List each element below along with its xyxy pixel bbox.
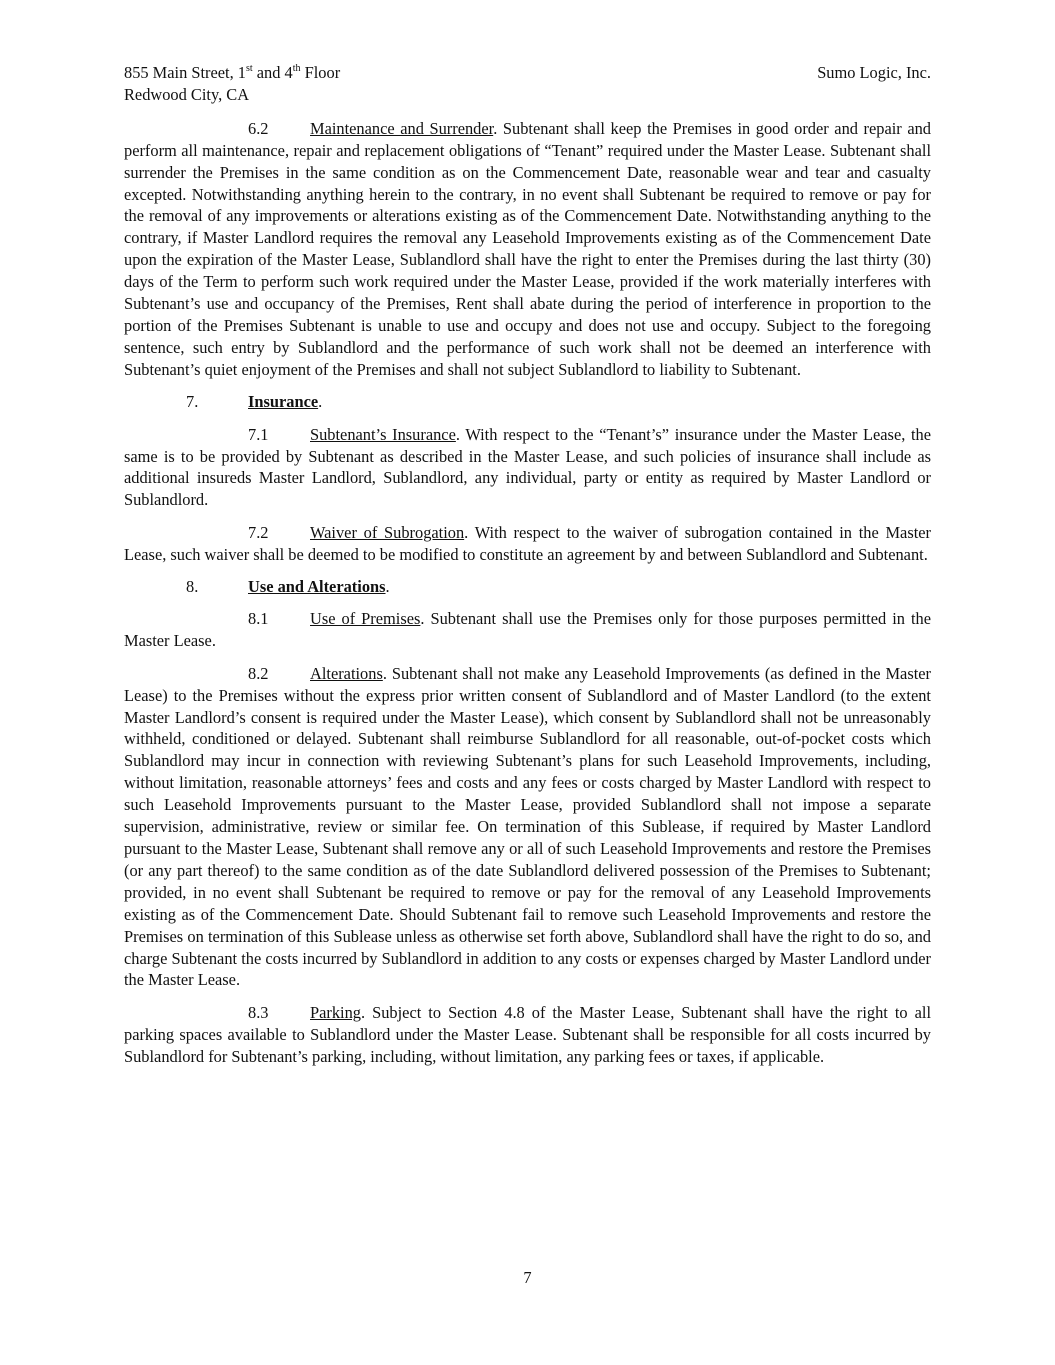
section-number: 6.2 xyxy=(248,118,269,138)
section-6-2 xyxy=(124,118,931,381)
section-title: Use of Premises xyxy=(310,609,421,629)
section-body: . Subject to Section 4.8 of the Master Lease, Subtenant shall have the right to all parking spaces available to Sublandlord under the Master Lease. Subtenant shall be responsible for all costs incurred by Sublandlord for Subtenant’s parking, including, without limitation, any parking fees or taxes, if applicable. xyxy=(124,1002,931,1066)
header-company: Sumo Logic, Inc. xyxy=(817,63,931,82)
section-body: . With respect to the waiver of subrogation contained in the Master Lease, such waiver shall be deemed to be modified to constitute an agreement by and between Sublandlord and Subtenant. xyxy=(124,522,931,564)
page-header xyxy=(124,62,931,106)
section-number: 8.3 xyxy=(248,1002,269,1022)
header-address xyxy=(124,62,340,106)
section-number: 8. xyxy=(186,577,199,597)
section-body: . With respect to the “Tenant’s” insurance under the Master Lease, the same is to be provided by Subtenant as described in the Master Lease, and such policies of insurance shall include as additional insureds Master Landlord, Sublandlord, any individual, party or entity as required by Master Landlord or Sublandlord. xyxy=(124,424,931,510)
section-title: Parking xyxy=(310,1002,361,1022)
section-body: . Subtenant shall use the Premises only for those purposes permitted in the Master Lease. xyxy=(124,609,931,651)
section-number: 8.1 xyxy=(248,609,269,629)
section-7-heading: 7. Insurance. xyxy=(186,392,323,412)
section-7-1 xyxy=(124,424,931,512)
section-number: 7.1 xyxy=(248,424,269,444)
section-number: 8.2 xyxy=(248,663,269,683)
section-body: . Subtenant shall not make any Leasehold Improvements (as defined in the Master Lease) to the Premises without the express prior written consent of Sublandlord and of Master Landlord (to the extent Master Landlord’s consent is required under the Master Lease), which consent by Sublandlord shall not be unreasonably withheld, conditioned or delayed. Subtenant shall reimburse Sublandlord for all reasonable, out-of-pocket costs which Sublandlord may incur in connection with reviewing Subtenant’s plans for such Leasehold Improvements, including, without limitation, reasonable attorneys’ fees and costs and any fees or costs charged by Master Landlord with respect to such Leasehold Improvements pursuant to the Master Lease, provided Sublandlord shall not impose a separate supervision, administrative, review or similar fee. On termination of this Sublease, if required by Master Landlord pursuant to the Master Lease, Subtenant shall remove any or all of such Leasehold Improvements and restore the Premises (or any part thereof) to the same condition as of the date Sublandlord delivered possession of the Premises to Subtenant; provided, in no event shall Subtenant be required to remove or pay for the removal of any Leasehold Improvements existing as of the Commencement Date. Should Subtenant fail to remove such Leasehold Improvements and restore the Premises on termination of this Sublease unless as otherwise set forth above, Sublandlord shall have the right to do so, and charge Subtenant the costs incurred by Sublandlord in addition to any costs or expenses charged by Master Landlord under the Master Lease. xyxy=(124,663,931,990)
page-number: 7 xyxy=(523,1268,532,1287)
section-title: Alterations xyxy=(310,663,383,683)
section-8-3 xyxy=(124,1002,931,1068)
document-page xyxy=(124,62,931,1078)
section-body: . Subtenant shall keep the Premises in good order and repair and perform all maintenance, repair and replacement obligations of “Tenant” required under the Master Lease. Subtenant shall surrender the Premises in the same condition as on the Commencement Date, reasonable wear and tear and casualty excepted. Notwithstanding anything herein to the contrary, in no event shall Subtenant be required to remove or pay for the removal of any improvements or alterations existing as of the Commencement Date. Notwithstanding anything to the contrary, if Master Landlord requires the removal any Leasehold Improvements existing as of the Commencement Date upon the expiration of the Master Lease, Sublandlord shall have the right to enter the Premises during the last thirty (30) days of the Term to perform such work required under the Master Lease, provided if the work materially interferes with Subtenant’s use and occupancy of the Premises, Rent shall abate during the period of interference in proportion to the portion of the Premises Subtenant is unable to use and occupy and does not use and occupy. Subject to the foregoing sentence, such entry by Sublandlord and the performance of such work shall not be deemed an interference with Subtenant’s quiet enjoyment of the Premises and shall not subject Sublandlord to liability to Subtenant. xyxy=(124,118,931,379)
section-8-1 xyxy=(124,608,931,652)
section-number: 7. xyxy=(186,392,199,412)
section-title: Waiver of Subrogation xyxy=(310,522,465,542)
section-title: Subtenant’s Insurance xyxy=(310,424,456,444)
address-line-2: Redwood City, CA xyxy=(124,84,250,104)
section-number: 7.2 xyxy=(248,522,269,542)
section-title: Maintenance and Surrender xyxy=(310,118,494,138)
section-8-heading: 8. Use and Alterations. xyxy=(186,577,390,597)
section-8-2 xyxy=(124,663,931,992)
address-line-1: 855 Main Street, 1st and 4th Floor xyxy=(124,62,341,82)
section-title: Insurance xyxy=(248,392,319,412)
section-title: Use and Alterations xyxy=(248,577,386,597)
section-7-2 xyxy=(124,522,931,566)
